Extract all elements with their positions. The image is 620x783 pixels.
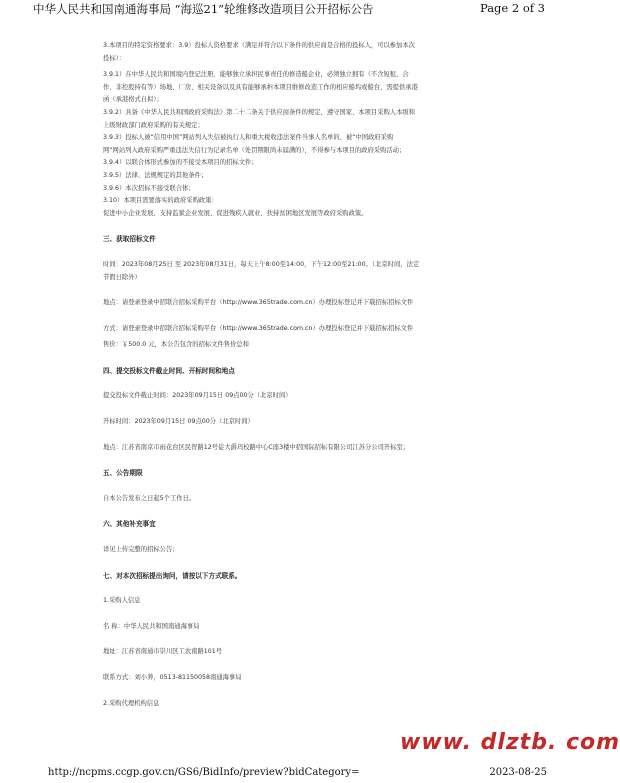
footer-date: 2023-08-25 (489, 767, 547, 778)
req-394: 3.9.4）以联合体形式参加的不接受本项目的招标文件； (103, 159, 258, 167)
section-3-title: 三、获取招标文件 (103, 235, 156, 244)
submission-deadline: 提交投标文件截止时间：2023年09月15日 09点00分（北京时间） (103, 392, 292, 400)
req-391-cont2: 函（承港格式自拟）； (103, 96, 163, 104)
section-4-title: 四、提交投标文件截止时间、开标时间和地点 (103, 366, 235, 375)
acquire-method: 方式：请登录登录中招联合招标采购平台（http://www.365trade.com.cn）办理投标登记并下载招标招标文件 (103, 324, 414, 332)
opening-time: 开标时间：2023年09月15日 09点00分（北京时间） (103, 418, 254, 426)
req-policy: 促进中小企业发展、支持监狱企业发展、促进残疾人就业、扶持贫困地区发展等政府采购政策。 (103, 209, 368, 217)
req-393-cont: 网”网站列入政府采购严重违法失信行为记录名单（处罚期限尚未届满的），不得参与本项目的政府采购活动； (103, 146, 406, 154)
qualification-intro: 3.本项目的特定资格要求：3.9）投标人资格要求（满足并符合以下条件的供应商是合格的投标人，可以参加本次 (103, 42, 415, 49)
header-page-number: Page 2 of 3 (479, 1, 545, 15)
page-footer (0, 766, 553, 783)
section-7-title: 七、对本次招标提出询问，请按以下方式联系。 (103, 571, 242, 580)
req-310: 3.10）本项目需要落实的政府采购政策： (103, 197, 218, 205)
agency-info-title: 2.采购代理机构信息 (103, 699, 160, 707)
acquire-place: 地点：请登录登录中招联合招标采购平台（http://www.365trade.com.cn）办理投标登记并下载招标招标文件 (103, 299, 414, 307)
footer-url: http://ncpms.ccgp.gov.cn/GS6/BidInfo/preview?bidCategory= (48, 767, 360, 778)
section-6-title: 六、其他补充事宜 (103, 520, 156, 529)
purchaser-info-title: 1.采购人信息 (103, 597, 141, 605)
req-392: 3.9.2）具备《中华人民共和国政府采购法》第二十二条关于供应商条件的规定，遵守国家、本项目采购人本级和 (103, 108, 415, 116)
acquire-time: 时间：2023年08月25日 至 2023年08月31日，每天上午8:00至14:00，下午12:00至21:00。（北京时间，法定 (103, 260, 420, 268)
purchaser-address: 地址：江苏省南通市崇川区工农南路101号 (103, 648, 223, 656)
req-396: 3.9.6）本次招标不接受联合体； (103, 184, 195, 192)
section-5-title: 五、公告期限 (103, 469, 143, 478)
purchaser-contact: 联系方式：刘小养，0513-81150058南通海事局 (103, 674, 242, 681)
qualification-intro-cont: 投标）： (103, 54, 126, 62)
req-393: 3.9.3）投标人被“信用中国”网站列入失信被执行人和重大税收违法案件当事人名单的、被“中国政府采购 (103, 134, 394, 142)
req-392-cont: 上级财政部门政府采购的有关规定； (103, 121, 204, 129)
site-watermark: www. dlztb. com (400, 730, 620, 755)
notice-period: 自本公告发布之日起5个工作日。 (103, 494, 196, 502)
document-body (103, 40, 473, 710)
document-price: 售价：￥500.0 元，本公告包含的招标文件售价总和 (103, 341, 249, 349)
req-391: 3.9.1）在中华人民共和国境内登记注册，能够独立承担民事责任的修造船企业，必须独立拥有（不含短租、合 (103, 71, 409, 79)
supplement-note: 详见上传完整的招标公告； (103, 546, 179, 554)
header-title: 中华人民共和国南通海事局 “海巡21”轮维修改造项目公开招标公告 (33, 2, 374, 16)
purchaser-name: 名 称：中华人民共和国南通海事局 (103, 622, 200, 630)
opening-place: 地点：江苏省南京市雨花台区民智路12号徒大爵玛校路中心C座3楼中招国际招标有限公司江苏分公司开标室； (103, 443, 410, 451)
req-391-cont: 作、非控股持有等）场地、厂房、相关设备以及具有能够承担本项目维修改造工作的相应船坞或船台，需提供承港 (103, 83, 418, 91)
req-395: 3.9.5）法律、法规规定的其他条件； (103, 171, 208, 179)
page-header (0, 0, 553, 18)
acquire-time-cont: 节假日除外） (103, 273, 141, 281)
